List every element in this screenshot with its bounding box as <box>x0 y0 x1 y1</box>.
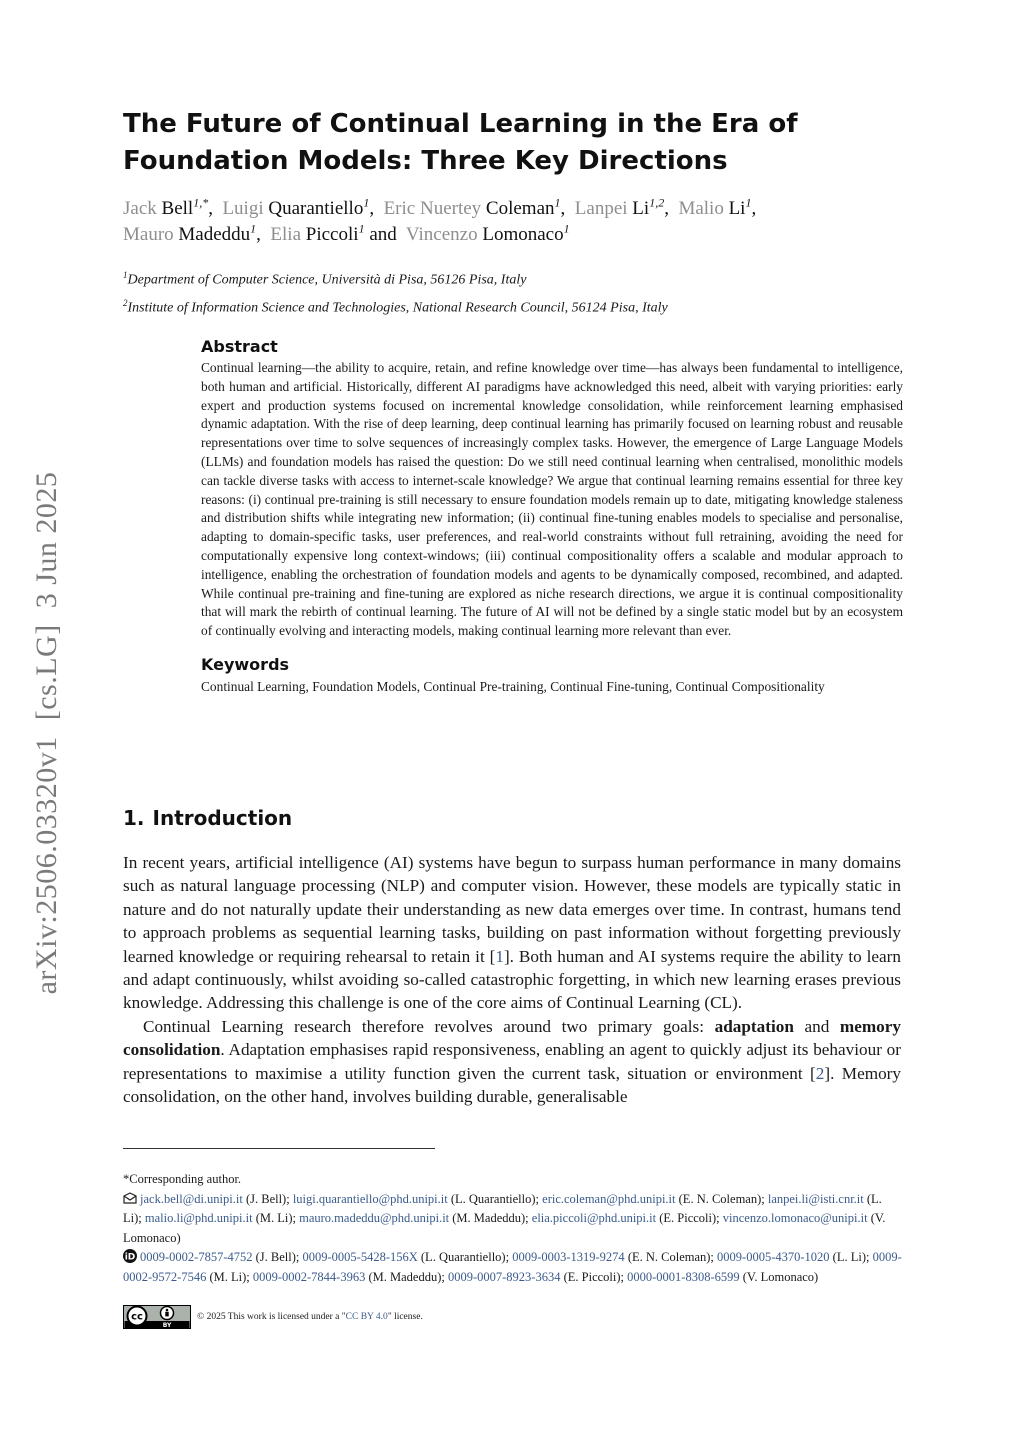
email-link[interactable]: lanpei.li@isti.cnr.it <box>767 1191 864 1206</box>
paragraph: Continual Learning research therefore revolves around two primary goals: adaptation and memory consolidation. Adaptation emphasises rapid responsiveness, enabling an agent to quickly adjust its behaviour or representations to maximise a utility function given the current task, situation or environment [2]. Memory consolidation, on the other hand, involves building durable, generalisable <box>123 1016 901 1107</box>
arxiv-sidebar-stamp <box>22 435 72 1015</box>
footnote-rule <box>123 1148 435 1149</box>
author: Lanpei Li$^{1,2}$, <box>574 195 669 219</box>
email-link[interactable]: luigi.quarantiello@phd.unipi.it <box>292 1191 448 1206</box>
citation-link[interactable]: 1 <box>495 946 504 966</box>
cc-badge-label: cc <box>131 1311 143 1323</box>
abstract-heading: Abstract <box>201 337 278 356</box>
section-title: Introduction <box>152 806 293 830</box>
affiliation-list <box>123 264 913 319</box>
email-link[interactable]: mauro.madeddu@phd.unipi.it <box>299 1211 450 1225</box>
author: Luigi Quarantiello$^1$, <box>222 195 375 219</box>
section-number: 1. <box>123 806 145 830</box>
keywords-heading: Keywords <box>201 654 290 674</box>
author: Vincenzo Lomonaco$^1$ <box>405 221 570 245</box>
email-link[interactable]: eric.coleman@phd.unipi.it <box>542 1191 676 1206</box>
keywords-text: Continual Learning, Foundation Models, Continual Pre-training, Continual Fine-tuning, Continual Compositionality <box>201 678 825 694</box>
arxiv-category: [cs.LG] <box>30 624 63 721</box>
author: Eric Nuertey Coleman$^1$, <box>383 195 566 219</box>
arxiv-id[interactable]: arXiv:2506.03320v1 <box>30 736 63 995</box>
arxiv-stamp-text <box>30 456 64 995</box>
mail-icon <box>123 1192 137 1204</box>
orcid-link[interactable]: 0009-0003-1319-9274 <box>512 1250 625 1264</box>
email-link[interactable]: malio.li@phd.unipi.it <box>144 1211 253 1225</box>
abstract-block <box>201 337 903 696</box>
license-notice <box>123 1302 623 1330</box>
email-link[interactable]: vincenzo.lomonaco@unipi.it <box>722 1211 868 1225</box>
introduction-body <box>123 851 901 1108</box>
svg-text:iD: iD <box>124 1252 136 1263</box>
section-heading-introduction <box>123 806 903 830</box>
license-link[interactable]: CC BY 4.0 <box>345 1312 388 1322</box>
arxiv-date: 3 Jun 2025 <box>30 471 63 609</box>
affiliation: $^1$Department of Computer Science, Università di Pisa, 56126 Pisa, Italy <box>123 270 527 288</box>
abstract-text: Continual learning—the ability to acquire, retain, and refine knowledge over time—has always been fundamental to intelligence, both human and artificial. Historically, different AI paradigms have acknowledged this need, albeit with varying priorities: early expert and production systems focused on incremental knowledge consolidation, while reinforcement learning emphasised dynamic adaptation. With the rise of deep learning, deep continual learning has primarily focused on learning robust and reusable representations over time to solve sequences of increasingly complex tasks. However, the emergence of Large Language Models (LLMs) and foundation models has raised the question: Do we still need continual learning when centralised, monolithic models can tackle diverse tasks with access to internet-scale knowledge? We argue that continual learning remains essential for three key reasons: (i) continual pre-training is still necessary to ensure foundation models remain up to date, mitigating knowledge staleness and distribution shifts while integrating new information; (ii) continual fine-tuning enables models to specialise and personalise, adapting to domain-specific tasks, user preferences, and real-world constraints without full retraining, avoiding the need for computationally expensive long context-windows; (iii) continual compositionality offers a scalable and modular approach to intelligence, enabling the orchestration of foundation models and agents to be dynamically composed, recombined, and adapted. While continual pre-training and fine-tuning are explored as niche research directions, we argue it is continual compositionality that will mark the rebirth of continual learning. The future of AI will not be defined by a single static model but by an ecosystem of continually evolving and interacting models, making continual learning more relevant than ever. <box>201 360 903 639</box>
footnotes <box>123 1170 903 1287</box>
orcid-link[interactable]: 0009-0002-9572-7546 <box>123 1250 902 1284</box>
orcid-link[interactable]: 0009-0005-4370-1020 <box>717 1250 830 1264</box>
corresponding-author-note: *Corresponding author. <box>123 1172 242 1186</box>
author: Elia Piccoli$^1$ <box>270 221 365 245</box>
orcid-icon <box>123 1249 137 1263</box>
email-link[interactable]: elia.piccoli@phd.unipi.it <box>531 1211 657 1225</box>
author: Malio Li$^1$, <box>678 195 757 219</box>
paragraph: In recent years, artificial intelligence (AI) systems have begun to surpass human performance in many domains such as natural language processing (NLP) and computer vision. However, these models are typically static in nature and do not naturally update their understanding as new data emerges over time. In contrast, humans tend to approach problems as sequential learning tasks, building on past information without forgetting previously learned knowledge or requiring rehearsal to retain it [1]. Both human and AI systems require the ability to learn and adapt continuously, whilst avoiding so-called catastrophic forgetting, in which new learning erases previous knowledge. Addressing this challenge is one of the core aims of Continual Learning (CL). <box>123 853 901 1013</box>
email-list: jack.bell@di.unipi.it (J. Bell); luigi.quarantiello@phd.unipi.it (L. Quarantiello); eric.coleman@phd.unipi.it (E. N. Coleman); lanpei.li@isti.cnr.it (L. Li); malio.li@phd.unipi.it (M. Li); mauro.madeddu@phd.unipi.it (M. Madeddu); elia.piccoli@phd.unipi.it (E. Piccoli); vincenzo.lomonaco@unipi.it (V. Lomonaco) <box>123 1191 886 1245</box>
paper-title: The Future of Continual Learning in the Era of Foundation Models: Three Key Directions <box>123 109 798 176</box>
orcid-list: iD 0009-0002-7857-4752 (J. Bell); 0009-0005-5428-156X (L. Quarantiello); 0009-0003-1319-9274 (E. N. Coleman); 0009-0005-4370-1020 (L. Li); 0009-0002-9572-7546 (M. Li); 0009-0002-7844-3963 (M. Madeddu); 0009-0007-8923-3634 (E. Piccoli); 0000-0001-8308-6599 (V. Lomonaco) <box>123 1250 902 1284</box>
author: Mauro Madeddu$^1$, <box>123 221 261 245</box>
orcid-link[interactable]: 0009-0007-8923-3634 <box>447 1269 561 1284</box>
orcid-link[interactable]: 0009-0002-7857-4752 <box>140 1250 253 1264</box>
license-text: © 2025 This work is licensed under a "CC BY 4.0" license. <box>197 1312 423 1322</box>
author-list <box>123 196 913 248</box>
author: Jack Bell$^{1,*}$, <box>123 195 213 219</box>
orcid-link[interactable]: 0009-0005-5428-156X <box>302 1250 418 1264</box>
citation-link[interactable]: 2 <box>815 1063 825 1083</box>
email-link[interactable]: jack.bell@di.unipi.it <box>140 1191 243 1206</box>
author-conjunction: and <box>369 224 397 245</box>
affiliation: $^2$Institute of Information Science and Technologies, National Research Council, 56124 Pisa, Italy <box>123 297 668 316</box>
orcid-link[interactable]: 0000-0001-8308-6599 <box>627 1269 740 1284</box>
orcid-link[interactable]: 0009-0002-7844-3963 <box>252 1269 366 1284</box>
cc-by-license-badge[interactable] <box>123 1305 191 1329</box>
cc-badge-by: BY <box>162 1322 172 1329</box>
